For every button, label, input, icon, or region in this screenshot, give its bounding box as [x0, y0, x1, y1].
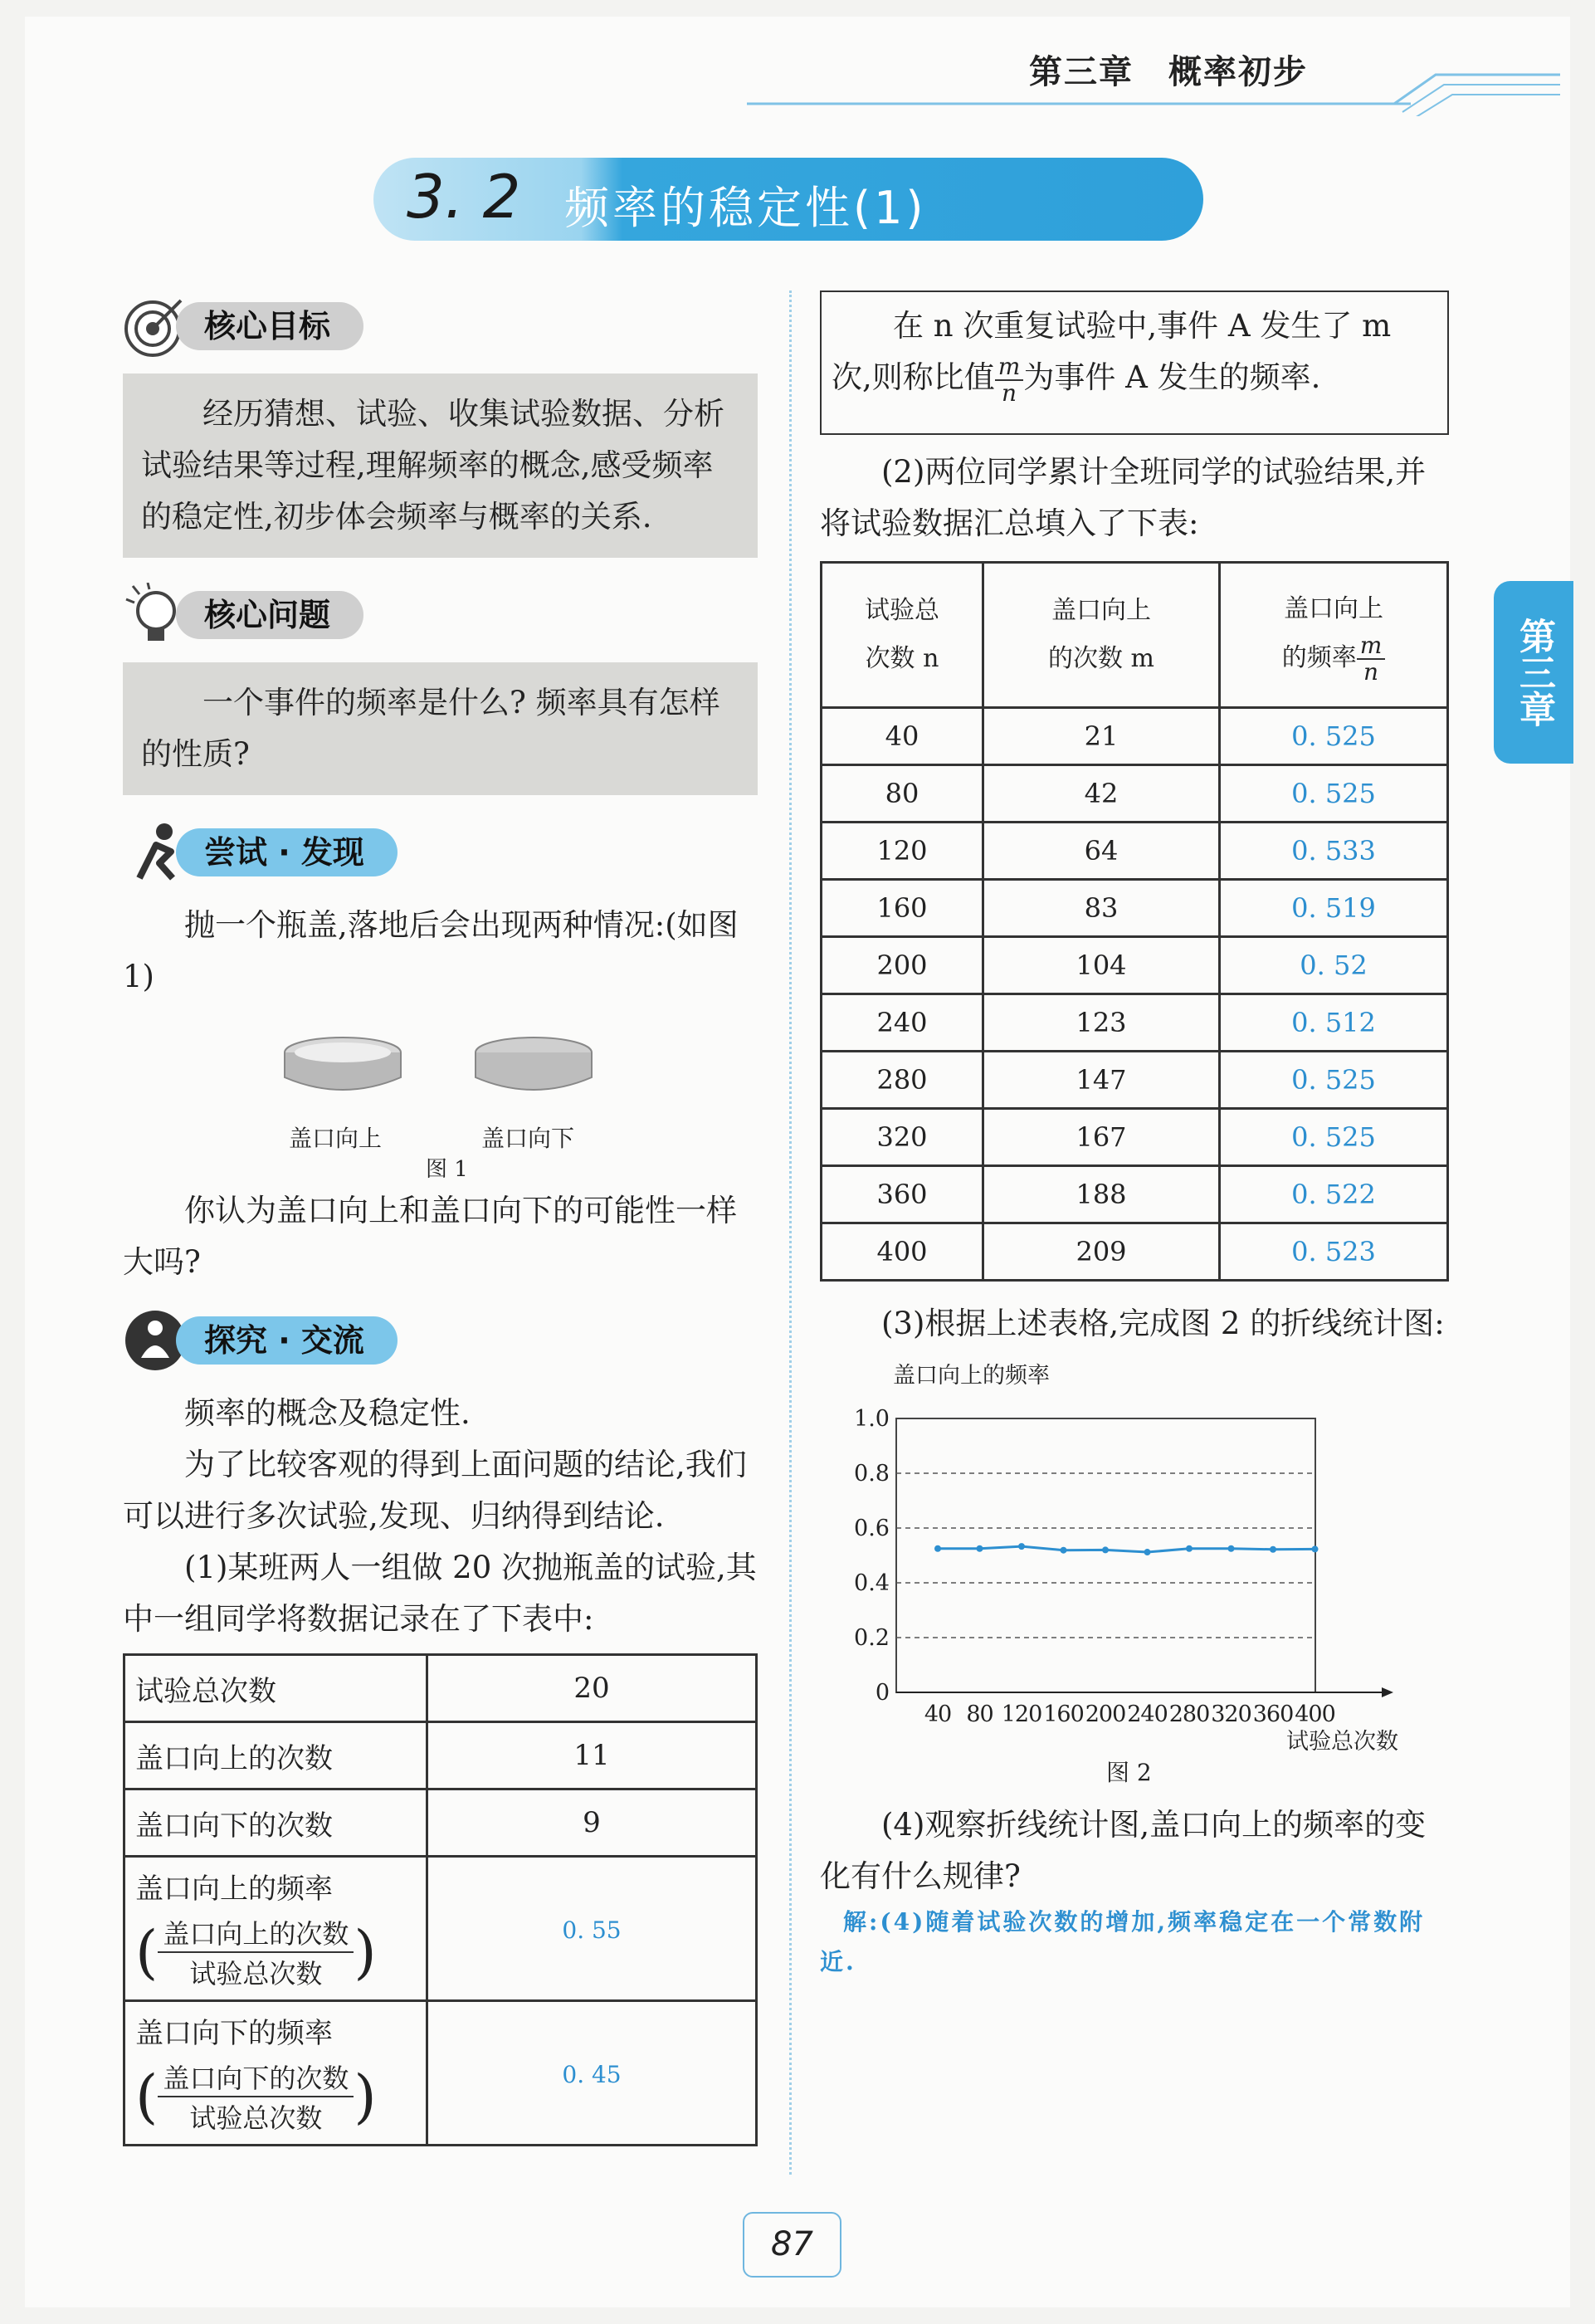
- header-up-count: 盖口向上 的次数 m: [983, 563, 1220, 708]
- table-row: [822, 1052, 1448, 1109]
- page-number: 87: [743, 2212, 841, 2278]
- table-row: [124, 1857, 757, 2001]
- freq-down-label: 盖口向下的频率: [135, 2017, 333, 2050]
- chart-frame: [896, 1418, 1315, 1692]
- table-row: [822, 994, 1448, 1052]
- table-2-cell-n: 80: [822, 765, 983, 823]
- chart-y-tick-label: 0: [875, 1680, 890, 1706]
- table-row: [822, 708, 1448, 765]
- table-2-cell-n: 280: [822, 1052, 983, 1109]
- chart-ylabel: 盖口向上的频率: [893, 1363, 1050, 1389]
- table-row: [822, 823, 1448, 880]
- explore-heading: [123, 1305, 758, 1376]
- section-title: 频率的稳定性(1): [564, 182, 927, 234]
- chart-x-tick-label: 320: [1211, 1702, 1251, 1727]
- chart-x-tick-label: 80: [966, 1702, 993, 1727]
- definition-box: [820, 290, 1449, 435]
- table-2-cell-m: 104: [983, 937, 1220, 994]
- table-2-cell-n: 320: [822, 1109, 983, 1166]
- freq-up-fraction: $\frac{\text{盖口向上的次数}}{\text{试验总次数}}$: [158, 1913, 354, 1991]
- table-row: [822, 1223, 1448, 1281]
- figure-1-caption: 图 1: [426, 1157, 468, 1182]
- chart-x-tick-label: 360: [1252, 1702, 1294, 1727]
- chart-x-tick-label: 160: [1043, 1702, 1084, 1727]
- header-total-trials: 试验总 次数 n: [822, 563, 983, 708]
- table-2-cell-m: 42: [983, 765, 1220, 823]
- table-row: [124, 2001, 757, 2146]
- core-question-heading: [123, 579, 758, 651]
- core-question-text: 一个事件的频率是什么? 频率具有怎样的性质?: [123, 662, 758, 795]
- chart-x-arrow: [1382, 1687, 1393, 1697]
- header-up-frequency: 盖口向上 的频率 $\frac{m}{n}$: [1220, 563, 1448, 708]
- table-2-cell-n: 40: [822, 708, 983, 765]
- table-2-cell-m: 167: [983, 1109, 1220, 1166]
- table-row: [822, 937, 1448, 994]
- chart-x-tick-label: 280: [1168, 1702, 1210, 1727]
- definition-line-1: 在 n 次重复试验中,事件 A 发生了 m: [893, 308, 1392, 344]
- table-2-cell-f: 0. 519: [1220, 880, 1448, 937]
- core-goal-title: 核心目标: [176, 302, 363, 350]
- core-goal-heading: [123, 290, 758, 362]
- freq-up-cell: 盖口向上的频率 ( $\frac{\text{盖口向上的次数}}{\text{试验总次数}}$ ): [124, 1857, 427, 2001]
- chart-point: [1270, 1546, 1276, 1553]
- explore-title: 探究 · 交流: [176, 1316, 398, 1365]
- definition-line-2: 次,则称比值 $\frac{m}{n}$ 为事件 A 发生的频率.: [832, 352, 1321, 407]
- freq-up-label: 盖口向上的频率: [135, 1872, 333, 1906]
- right-p2: (2)两位同学累计全班同学的试验结果,并将试验数据汇总填入了下表:: [820, 454, 1427, 541]
- table-2-cell-m: 188: [983, 1166, 1220, 1223]
- core-goal-text: 经历猜想、试验、收集试验数据、分析试验结果等过程,理解频率的概念,感受频率的稳定性,初步体会频率与概率的关系.: [123, 374, 758, 558]
- table-1: [123, 1653, 758, 2146]
- cap-up-image: [280, 1028, 405, 1111]
- cap-up-label: 盖口向上: [289, 1125, 383, 1152]
- answer-text: 解:(4)随着试验次数的增加,频率稳定在一个常数附近.: [820, 1908, 1426, 1975]
- table-2-cell-f: 0. 523: [1220, 1223, 1448, 1281]
- chart-x-tick-label: 400: [1295, 1702, 1335, 1727]
- table-2-cell-m: 209: [983, 1223, 1220, 1281]
- freq-down-cell: 盖口向下的频率 ( $\frac{\text{盖口向下的次数}}{\text{试验总次数}}$ ): [124, 2001, 427, 2146]
- chart-y-tick-label: 0.2: [854, 1625, 890, 1651]
- chart-x-tick-label: 120: [1001, 1702, 1042, 1727]
- table-row: [822, 1109, 1448, 1166]
- table-2-header: [822, 563, 1448, 708]
- try-discover-p1: 抛一个瓶盖,落地后会出现两种情况:(如图1): [123, 907, 739, 994]
- table-2-cell-n: 160: [822, 880, 983, 937]
- table-2-cell-m: 64: [983, 823, 1220, 880]
- left-column: [123, 290, 758, 2146]
- table-2: [820, 561, 1449, 1282]
- chart-xlabel: 试验总次数: [1286, 1729, 1398, 1755]
- table-1-value: 11: [427, 1722, 757, 1789]
- chart-point: [1228, 1545, 1235, 1552]
- chart-x-tick-label: 200: [1085, 1702, 1126, 1727]
- table-row: [822, 880, 1448, 937]
- table-2-cell-m: 147: [983, 1052, 1220, 1109]
- chart-y-tick-label: 0.8: [854, 1461, 890, 1487]
- table-row: [822, 1166, 1448, 1223]
- try-discover-p2: 你认为盖口向上和盖口向下的可能性一样大吗?: [123, 1193, 737, 1280]
- table-2-cell-m: 21: [983, 708, 1220, 765]
- table-2-cell-n: 200: [822, 937, 983, 994]
- table-2-cell-f: 0. 522: [1220, 1166, 1448, 1223]
- chart-y-tick-label: 1.0: [854, 1406, 890, 1432]
- table-2-cell-n: 240: [822, 994, 983, 1052]
- freq-down-fraction: $\frac{\text{盖口向下的次数}}{\text{试验总次数}}$: [158, 2058, 354, 2136]
- table-row: [822, 765, 1448, 823]
- table-1-label: 盖口向上的次数: [124, 1722, 427, 1789]
- right-p3: (3)根据上述表格,完成图 2 的折线统计图:: [881, 1306, 1445, 1341]
- figure-1: [123, 1011, 758, 1182]
- table-row: [124, 1655, 757, 1722]
- freq-down-value: 0. 45: [427, 2001, 757, 2146]
- table-row: [124, 1789, 757, 1857]
- section-number: 3. 2: [407, 162, 521, 232]
- chart-y-tick-label: 0.6: [854, 1516, 890, 1541]
- cap-down-image: [471, 1028, 596, 1111]
- definition-fraction: $\frac{m}{n}$: [995, 354, 1024, 406]
- try-discover-title: 尝试 · 发现: [176, 828, 398, 876]
- column-divider: [789, 290, 792, 2175]
- right-p4: (4)观察折线统计图,盖口向上的频率的变化有什么规律?: [820, 1807, 1427, 1894]
- chart-point: [977, 1545, 983, 1552]
- table-1-label: 盖口向下的次数: [124, 1789, 427, 1857]
- chart-x-tick-label: 240: [1127, 1702, 1168, 1727]
- try-discover-heading: [123, 817, 758, 888]
- table-2-cell-m: 123: [983, 994, 1220, 1052]
- explore-p3: (1)某班两人一组做 20 次抛瓶盖的试验,其中一组同学将数据记录在了下表中:: [123, 1550, 757, 1637]
- chart-point: [934, 1545, 941, 1552]
- chapter-header: 第三章 概率初步: [1029, 53, 1308, 91]
- table-row: [124, 1722, 757, 1789]
- chart-point: [1186, 1545, 1193, 1552]
- figure-2-chart: [820, 1356, 1451, 1788]
- explore-p2: 为了比较客观的得到上面问题的结论,我们可以进行多次试验,发现、归纳得到结论.: [123, 1447, 747, 1534]
- table-2-cell-f: 0. 525: [1220, 1052, 1448, 1109]
- explore-p1: 频率的概念及稳定性.: [184, 1395, 471, 1431]
- table-1-value: 9: [427, 1789, 757, 1857]
- table-1-value: 20: [427, 1655, 757, 1722]
- chart-point: [1312, 1545, 1319, 1552]
- right-column: [820, 290, 1451, 1982]
- table-2-cell-f: 0. 52: [1220, 937, 1448, 994]
- table-2-cell-f: 0. 533: [1220, 823, 1448, 880]
- table-2-cell-n: 120: [822, 823, 983, 880]
- chart-point: [1061, 1547, 1067, 1554]
- figure-2-caption: 图 2: [1106, 1759, 1152, 1786]
- table-1-label: 试验总次数: [124, 1655, 427, 1722]
- core-question-title: 核心问题: [176, 591, 363, 639]
- chart-x-tick-label: 40: [924, 1702, 952, 1727]
- freq-up-value: 0. 55: [427, 1857, 757, 2001]
- chart-point: [1102, 1546, 1109, 1553]
- cap-down-label: 盖口向下: [481, 1125, 575, 1152]
- line-chart: [820, 1356, 1451, 1755]
- chart-y-tick-label: 0.4: [854, 1570, 890, 1596]
- table-2-cell-n: 400: [822, 1223, 983, 1281]
- chart-point: [1144, 1549, 1151, 1555]
- table-2-cell-f: 0. 525: [1220, 1109, 1448, 1166]
- table-2-cell-f: 0. 525: [1220, 708, 1448, 765]
- table-2-cell-n: 360: [822, 1166, 983, 1223]
- table-2-cell-f: 0. 525: [1220, 765, 1448, 823]
- chapter-side-tab[interactable]: 第三章: [1494, 581, 1573, 764]
- chart-point: [1018, 1543, 1025, 1550]
- table-2-cell-m: 83: [983, 880, 1220, 937]
- table-2-cell-f: 0. 512: [1220, 994, 1448, 1052]
- chart-series-line: [938, 1546, 1315, 1552]
